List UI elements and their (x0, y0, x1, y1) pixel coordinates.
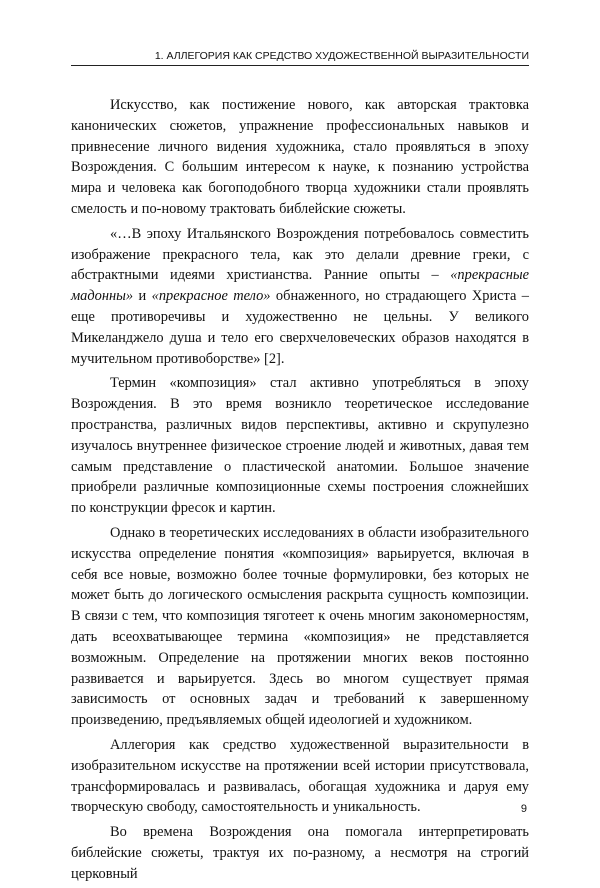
body-text (71, 95, 529, 888)
chapter-title: 1. АЛЛЕГОРИЯ КАК СРЕДСТВО ХУДОЖЕСТВЕННОЙ ВЫРАЗИТЕЛЬНОСТИ (154, 50, 529, 62)
paragraph-allegory: Аллегория как средство художественной выразительности в изобразительном искусстве на протяжении всей истории присутствовала, трансформировалась и развивалась, обогащая художника и даруя ему творческую свободу, самостоятельность и уникальность. (71, 736, 529, 816)
running-header (71, 47, 529, 66)
paragraph-renaissance-allegory: Во времена Возрождения она помогала интерпретировать библейские сюжеты, трактуя их по-разному, а несмотря на строгий церковный (71, 824, 529, 882)
page-number: 9 (520, 803, 527, 815)
paragraph-composition-definition: Однако в теоретических исследованиях в области изобразительного искусства определение понятия «композиция» варьируется, включая в себя все новые, возможно более точные формулировки, без которых не может быть до логического осмысления раскрыта сущность композиции. В связи с тем, что композиция тяготеет к очень многим закономерностям, дать всеохватывающее термина «композиция» не представляется возможным. Определение на протяжении многих веков постоянно развивается и варьируется. Здесь во многом существует прямая зависимость от основных задач и требований к завершенному произведению, предъявляемых общей идеологией и художником. (71, 524, 529, 729)
paragraph-quote-italian-renaissance: «…В эпоху Итальянского Возрождения потребовалось совместить изображение прекрасного тела, как это делали древние греки, с абстрактными идеями христианства. Ранние опыты – «прекрасные мадонны» и «прекрасное тело» обнаженного, но страдающего Христа – еще противоречивы и художественно не цельны. У великого Микеланджело душа и тело его сверхчеловеческих образов находятся в мучительном противоборстве» [2]. (71, 225, 529, 367)
paragraph-renaissance-art: Искусство, как постижение нового, как авторская трактовка канонических сюжетов, упражнение профессиональных навыков и привнесение личного видения художника, стало проявляться в эпоху Возрождения. С большим интересом к науке, к познанию устройства мира и человека как богоподобного творца художники стали проявлять смелость и по-новому трактовать библейские сюжеты. (71, 97, 529, 217)
italic-phrase: «прекрасное тело» (151, 288, 271, 305)
italic-phrase: «прекрасные мадонны» (71, 267, 529, 305)
paragraph-composition-term: Термин «композиция» стал активно употребляться в эпоху Возрождения. В это время возникло теоретическое исследование пространства, различных видов перспективы, активно и скрупулезно изучалось внутреннее физическое строение людей и животных, давая тем самым представление о пластической анатомии. Большое значение приобрели различные композиционные схемы построения сложнейших по конструкции фресок и картин. (71, 375, 529, 517)
